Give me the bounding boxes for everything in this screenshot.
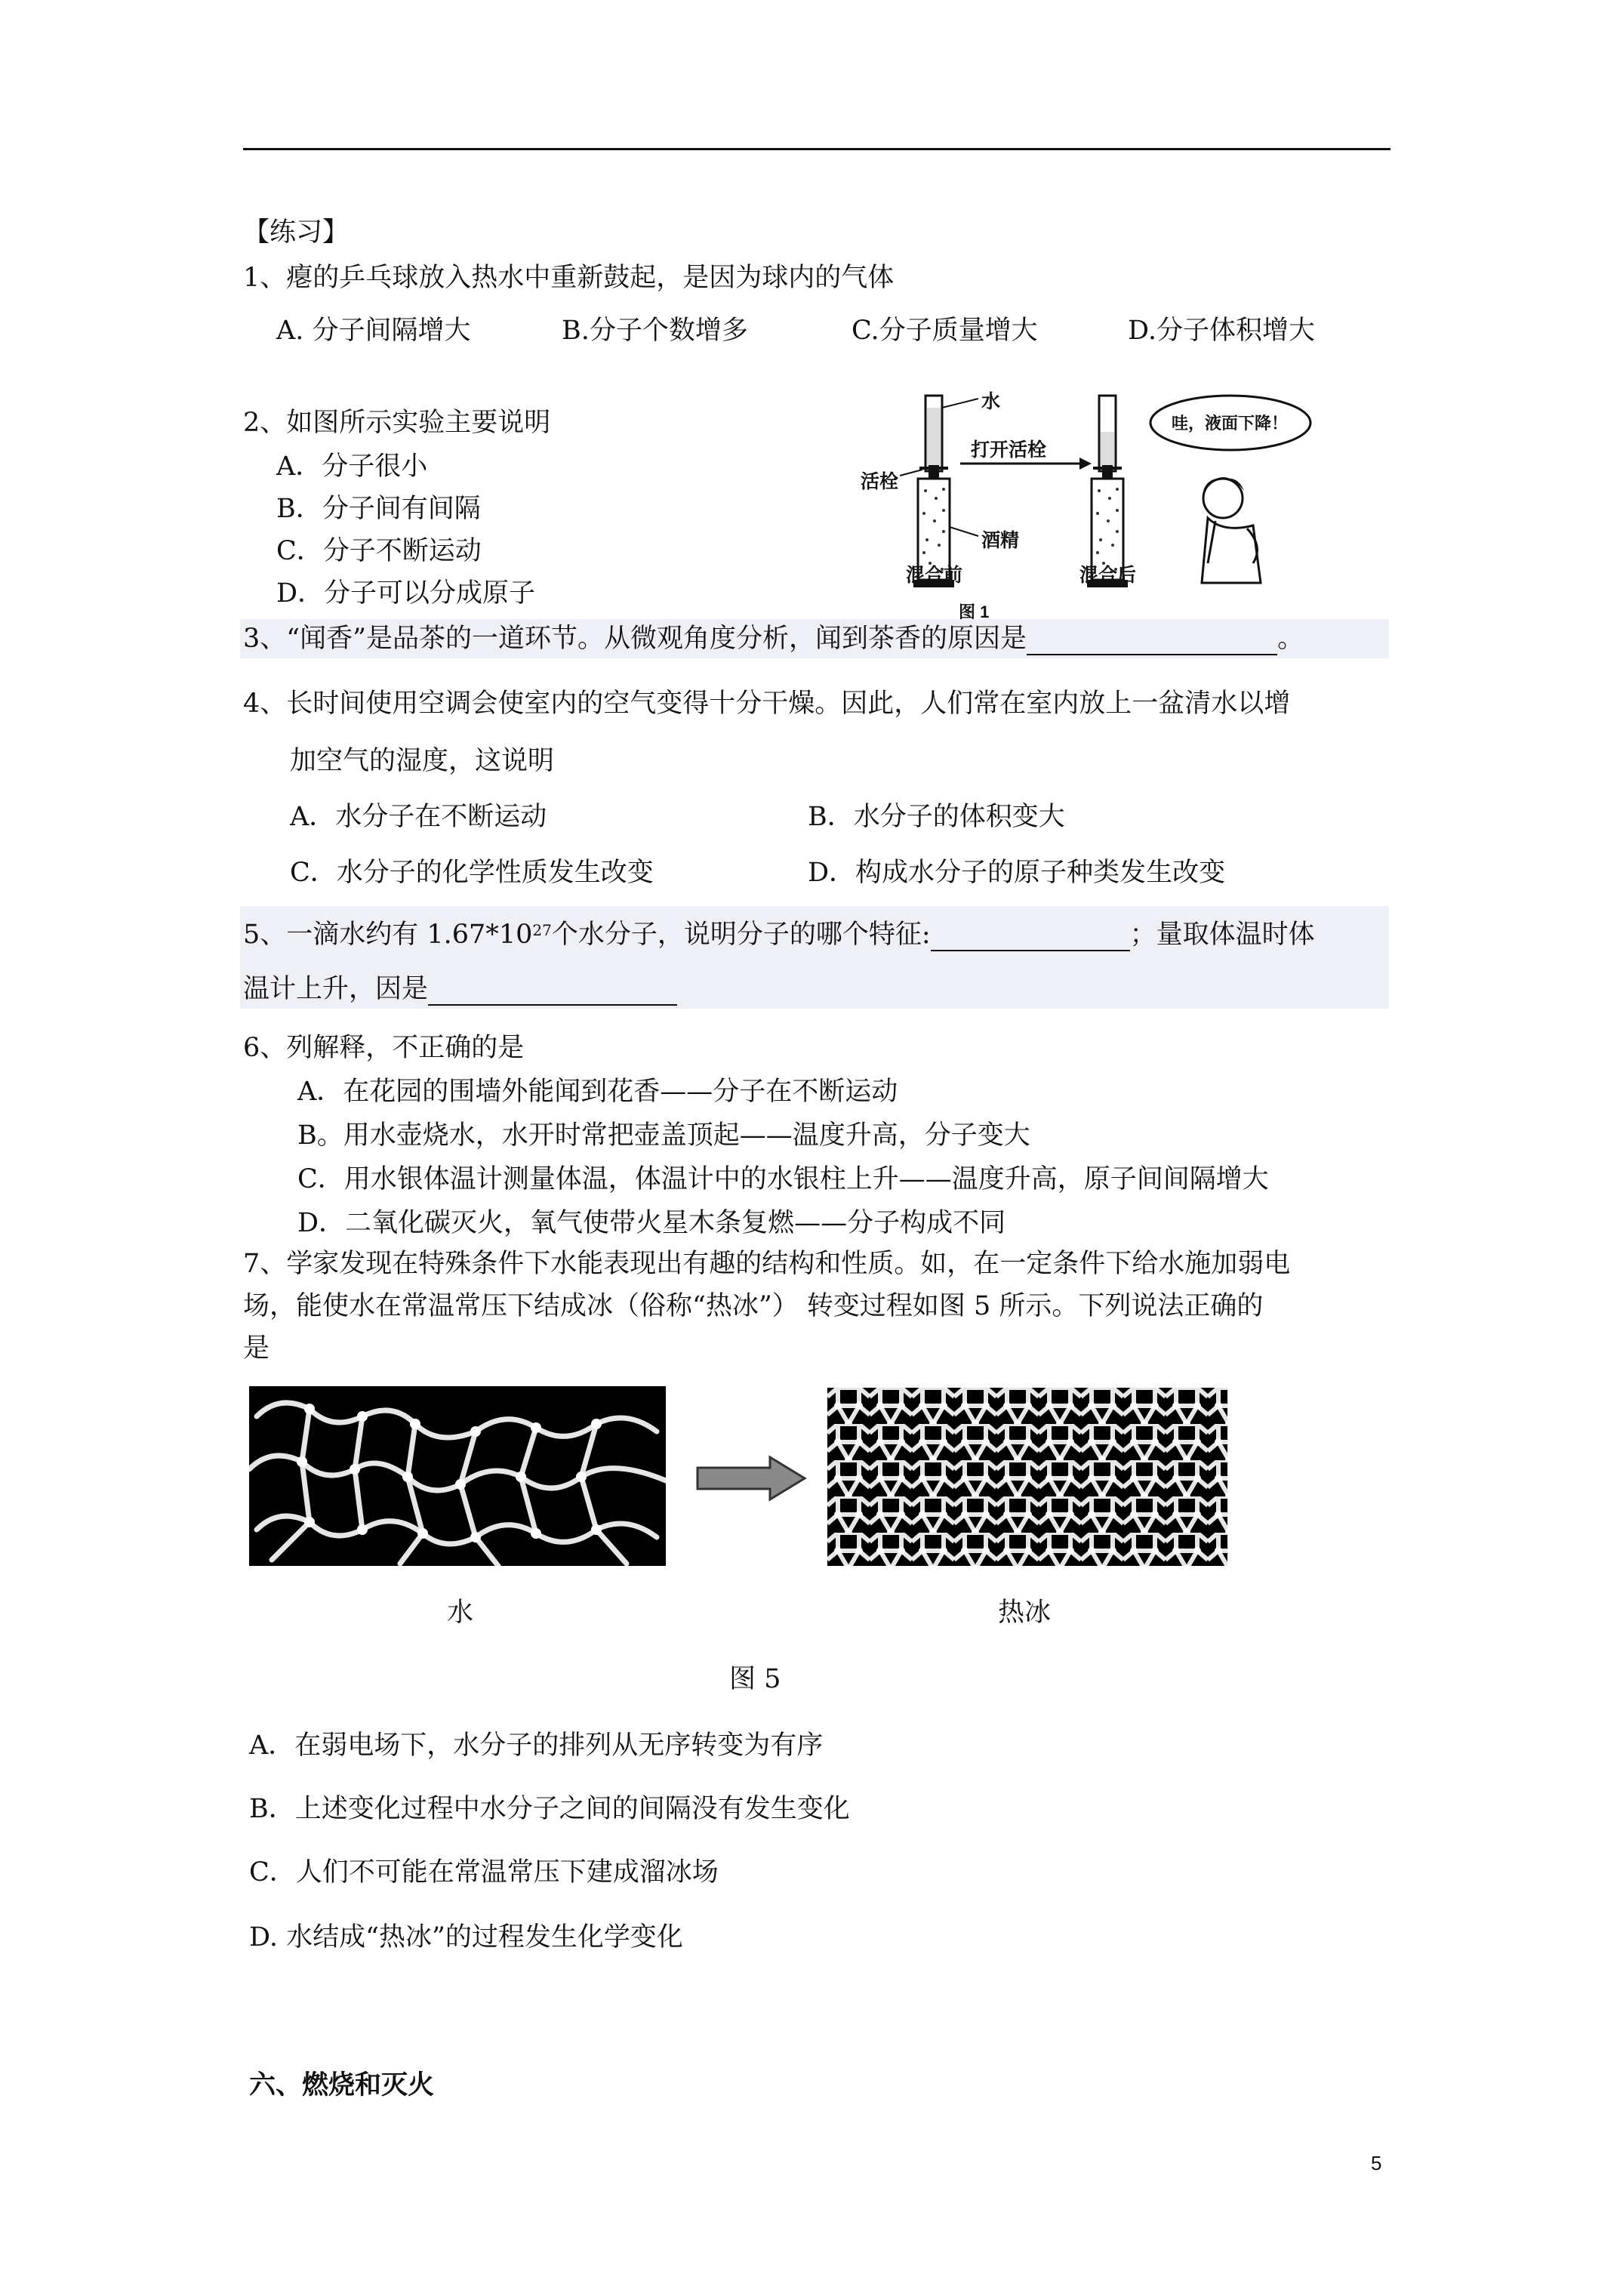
section-6-title: 六、燃烧和灭火 xyxy=(249,2069,435,2100)
q7-option-a: A．在弱电场下，水分子的排列从无序转变为有序 xyxy=(249,1730,824,1761)
q1-stem: 1、瘪的乒乓球放入热水中重新鼓起，是因为球内的气体 xyxy=(243,263,895,293)
q7-option-b: B．上述变化过程中水分子之间的间隔没有发生变化 xyxy=(249,1794,850,1824)
q7-line3: 是 xyxy=(243,1333,270,1364)
fig1-label-water: 水 xyxy=(981,391,1001,412)
header-rule xyxy=(243,148,1390,150)
q7-option-d: D. 水结成“热冰”的过程发生化学变化 xyxy=(249,1922,683,1952)
q7-line2: 场，能使水在常温常压下结成冰（俗称“热冰”） 转变过程如图 5 所示。下列说法正确的 xyxy=(243,1291,1264,1321)
page-number: 5 xyxy=(1371,2152,1382,2174)
q5-line2-text: 温计上升，因是 xyxy=(243,974,429,1004)
q2-option-a: A．分子很小 xyxy=(276,451,428,482)
fig5-label-hot-ice: 热冰 xyxy=(998,1598,1052,1628)
q6-option-d: D．二氧化碳灭火，氧气使带火星木条复燃——分子构成不同 xyxy=(297,1208,1006,1238)
q6-stem: 6、列解释，不正确的是 xyxy=(243,1033,525,1063)
hot-ice-pattern-svg xyxy=(827,1388,1227,1566)
q4-option-c: C．水分子的化学性质发生改变 xyxy=(290,858,654,888)
q5-answer-blank-1[interactable] xyxy=(931,924,1130,951)
fig1-label-stopcock: 活栓 xyxy=(861,471,899,492)
fig1-label-after: 混合后 xyxy=(1079,565,1137,586)
q4-stem-line2: 加空气的湿度，这说明 xyxy=(290,746,555,776)
water-pattern-svg xyxy=(249,1386,666,1566)
q2-stem: 2、如图所示实验主要说明 xyxy=(243,408,551,438)
practice-title: 【练习】 xyxy=(243,217,350,248)
transformation-arrow xyxy=(694,1454,808,1505)
q4-stem-line1: 4、长时间使用空调会使室内的空气变得十分干燥。因此，人们常在室内放上一盆清水以增 xyxy=(243,689,1291,719)
q5-part1: 5、一滴水约有 1.67*10 xyxy=(243,920,533,950)
figure-1 xyxy=(830,385,1313,624)
q7-option-c: C．人们不可能在常温常压下建成溜冰场 xyxy=(249,1857,719,1888)
q4-option-d: D．构成水分子的原子种类发生改变 xyxy=(808,858,1226,888)
q1-option-b: B.分子个数增多 xyxy=(562,316,748,346)
q5-line2 xyxy=(243,972,677,1006)
fig1-label-alcohol: 酒精 xyxy=(981,530,1020,551)
q6-option-c: C．用水银体温计测量体温，体温计中的水银柱上升——温度升高，原子间间隔增大 xyxy=(297,1164,1269,1194)
q1-option-d: D.分子体积增大 xyxy=(1128,316,1315,346)
q5-answer-blank-2[interactable] xyxy=(428,978,677,1006)
fig1-label-before: 混合前 xyxy=(906,565,963,586)
fig5-label-water: 水 xyxy=(447,1598,474,1628)
hot-ice-molecule-image xyxy=(827,1388,1227,1566)
fig1-label-open: 打开活栓 xyxy=(971,439,1047,461)
q6-option-a: A．在花园的围墙外能闻到花香——分子在不断运动 xyxy=(297,1077,898,1107)
q2-option-c: C．分子不断运动 xyxy=(276,536,482,566)
q2-option-b: B．分子间有间隔 xyxy=(276,494,481,524)
q1-option-a: A. 分子间隔增大 xyxy=(276,316,471,346)
arrow-svg xyxy=(694,1454,808,1502)
q5-part2: 个水分子，说明分子的哪个特征: xyxy=(551,920,931,950)
q4-option-b: B．水分子的体积变大 xyxy=(808,802,1065,832)
q5-line1 xyxy=(243,918,1315,951)
q2-option-d: D．分子可以分成原子 xyxy=(276,578,536,609)
q5-exponent: 27 xyxy=(532,921,552,939)
q3-stem xyxy=(243,622,1304,655)
fig1-caption: 图 1 xyxy=(959,603,990,621)
q3-answer-blank[interactable] xyxy=(1027,628,1277,655)
q4-option-a: A．水分子在不断运动 xyxy=(290,802,547,832)
water-molecule-image xyxy=(249,1386,666,1566)
fig5-caption: 图 5 xyxy=(729,1664,781,1694)
q3-stem-text: 3、“闻香”是品茶的一道环节。从微观角度分析，闻到茶香的原因是 xyxy=(243,624,1027,654)
q3-end: 。 xyxy=(1277,624,1304,654)
q6-option-b: B。用水壶烧水，水开时常把壶盖顶起——温度升高，分子变大 xyxy=(297,1120,1030,1151)
q7-line1: 7、学家发现在特殊条件下水能表现出有趣的结构和性质。如，在一定条件下给水施加弱电 xyxy=(243,1249,1291,1279)
fig1-speech: 哇，液面下降！ xyxy=(1172,414,1289,433)
q1-option-c: C.分子质量增大 xyxy=(852,316,1038,346)
q5-part3: ；量取体温时体 xyxy=(1129,920,1315,950)
